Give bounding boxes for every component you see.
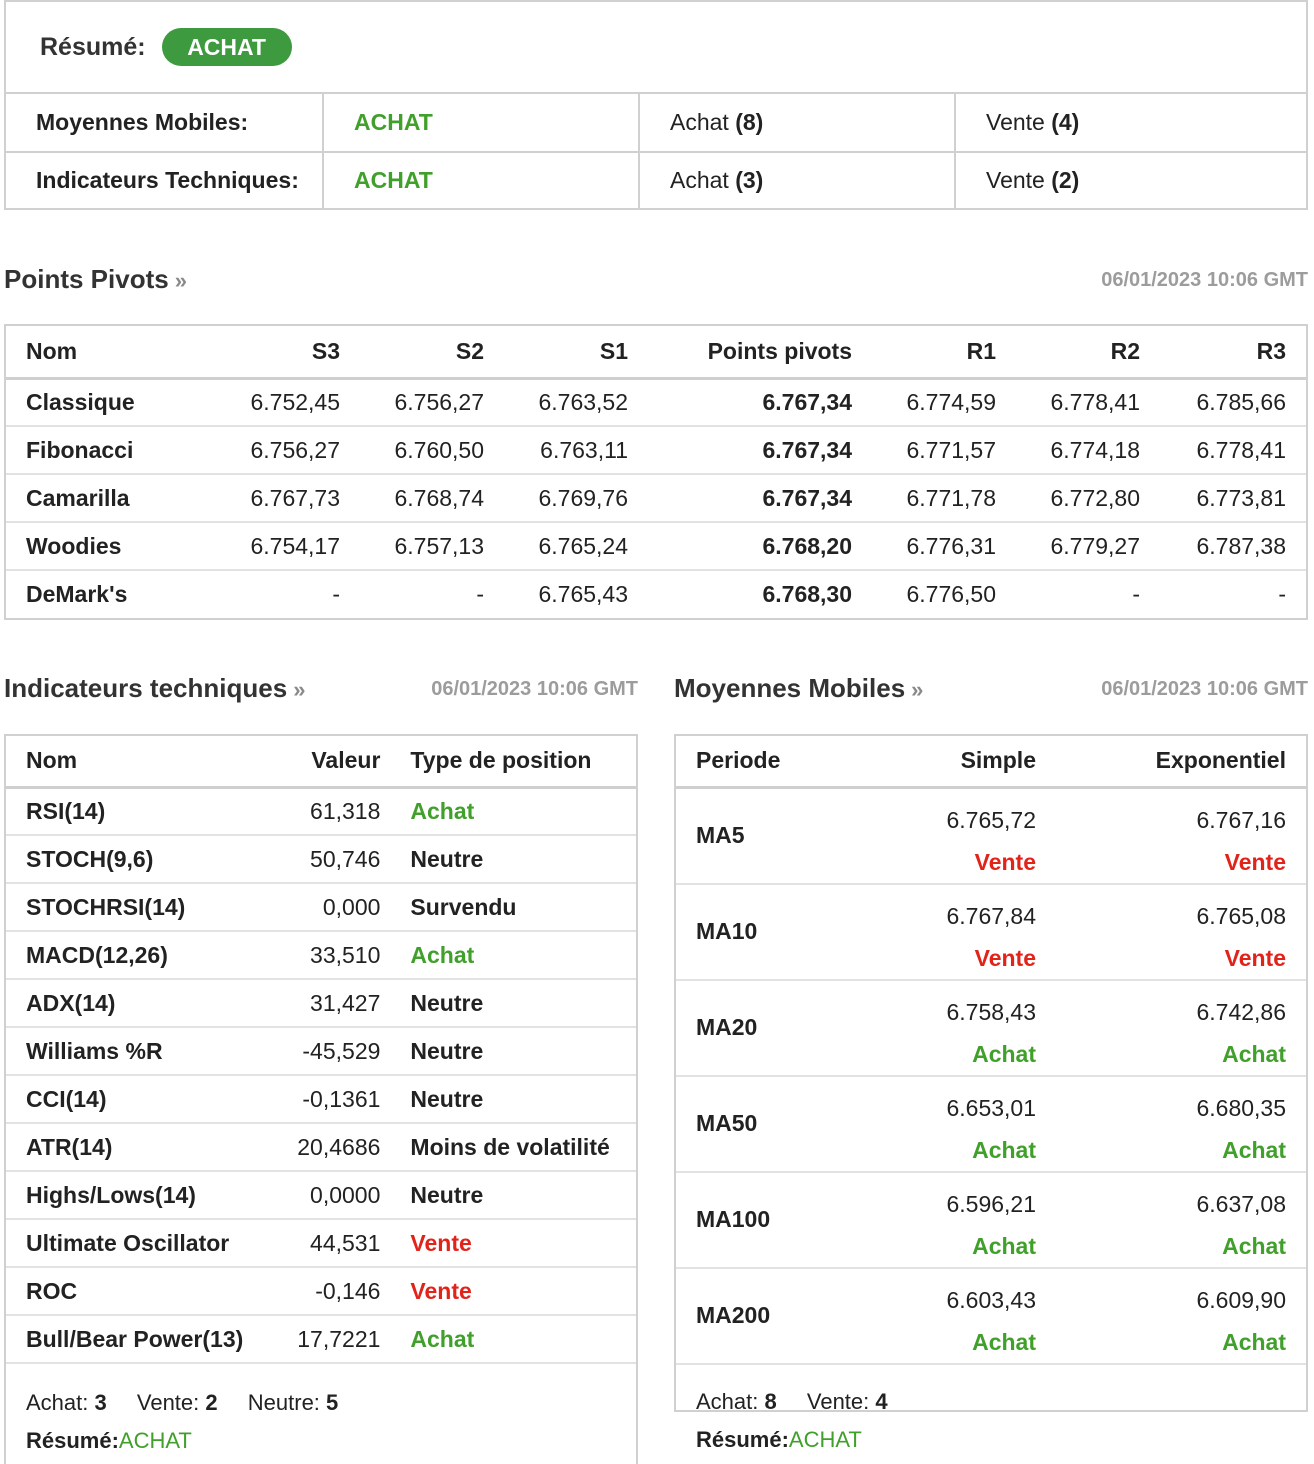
indicator-name: ADX(14): [26, 989, 116, 1016]
summary-row-technical-indicators: [6, 151, 1306, 208]
header-valeur: Valeur: [311, 747, 381, 774]
ma-title: Moyennes Mobiles: [674, 673, 906, 703]
pivot-cell: 6.768,30: [762, 581, 852, 607]
pivot-cell: 6.763,52: [538, 388, 628, 415]
ma-simple-cell: [786, 884, 1056, 980]
pivot-cell: 6.757,13: [394, 532, 484, 559]
pivot-cell: 6.772,80: [1050, 484, 1140, 511]
header-r1: R1: [966, 337, 996, 364]
ma-simple-signal: Achat: [972, 1136, 1036, 1163]
ma-expo-signal: Achat: [1222, 1328, 1286, 1355]
ma-expo-cell: [1056, 980, 1306, 1076]
pivot-row: [6, 378, 1306, 426]
ma-expo-cell: [1056, 1076, 1306, 1172]
pivot-cell: 6.765,43: [538, 581, 628, 607]
indicator-value: 31,427: [310, 989, 381, 1016]
ma-footer: [676, 1365, 1306, 1459]
pivot-cell: -: [1278, 581, 1286, 607]
buy-count: 3: [94, 1390, 107, 1415]
pivot-cell: -: [476, 581, 484, 607]
pivot-cell: 6.767,34: [762, 388, 852, 415]
ma-period: MA50: [696, 1110, 758, 1136]
pivot-cell: Woodies: [26, 532, 122, 559]
summary-header: [6, 2, 1306, 94]
ma-simple-cell: [786, 1172, 1056, 1268]
summary-row-buy: [638, 94, 954, 151]
summary-panel: [4, 0, 1308, 210]
tech-row: [6, 1123, 636, 1171]
ma-simple-value: 6.758,43: [946, 998, 1036, 1025]
header-pivot: Points pivots: [707, 337, 852, 364]
neutral-label: Neutre:: [247, 1390, 320, 1415]
ma-simple-cell: [786, 1076, 1056, 1172]
header-r2: R2: [1110, 337, 1140, 364]
moving-averages-panel: [674, 734, 1308, 1452]
tech-row: [6, 1267, 636, 1315]
ma-summary: [696, 1421, 1286, 1459]
ma-simple-cell: [786, 1268, 1056, 1364]
ma-period: MA10: [696, 918, 758, 944]
pivot-cell: 6.767,34: [762, 436, 852, 463]
pivot-table-panel: [4, 324, 1308, 620]
pivot-cell: 6.754,17: [250, 532, 340, 559]
tech-row: [6, 835, 636, 883]
header-exponentiel: Exponentiel: [1155, 747, 1286, 774]
pivot-cell: 6.771,78: [906, 484, 996, 511]
indicator-value: 17,7221: [297, 1325, 381, 1352]
pivot-cell: 6.778,41: [1196, 436, 1286, 463]
ma-expo-value: 6.767,16: [1196, 806, 1286, 833]
summary-badge: ACHAT: [162, 28, 292, 66]
indicator-value: 44,531: [310, 1229, 381, 1256]
ma-expo-value: 6.680,35: [1196, 1094, 1286, 1121]
indicator-position: Survendu: [410, 893, 517, 920]
buy-label: Achat:: [26, 1390, 89, 1415]
tech-summary: [26, 1422, 616, 1460]
indicator-position: Neutre: [410, 845, 484, 872]
tech-row: [6, 1315, 636, 1363]
ma-expo-cell: [1056, 884, 1306, 980]
ma-simple-value: 6.767,84: [946, 902, 1036, 929]
sell-label: Vente:: [806, 1388, 870, 1414]
indicator-position: Moins de volatilité: [410, 1133, 610, 1160]
ma-timestamp: 06/01/2023 10:06 GMT: [1101, 678, 1308, 700]
tech-indicators-table: [6, 736, 636, 1364]
ma-header-row: [676, 736, 1306, 787]
pivot-cell: 6.773,81: [1196, 484, 1286, 511]
pivot-cell: Camarilla: [26, 484, 130, 511]
pivot-cell: 6.767,73: [250, 484, 340, 511]
pivot-cell: 6.763,11: [540, 436, 628, 463]
indicator-name: STOCH(9,6): [26, 845, 154, 872]
buy-count: 8: [764, 1388, 777, 1414]
indicator-name: MACD(12,26): [26, 941, 168, 968]
tech-indicators-panel: [4, 734, 638, 1464]
chevron-right-icon: »: [293, 677, 306, 702]
ma-simple-signal: Achat: [972, 1328, 1036, 1355]
pivot-title-link[interactable]: [4, 264, 187, 295]
pivot-header-row: [6, 326, 1306, 378]
pivot-cell: 6.765,24: [538, 532, 628, 559]
pivot-cell: 6.787,38: [1196, 532, 1286, 559]
tech-timestamp: 06/01/2023 10:06 GMT: [431, 678, 638, 700]
ma-row: [676, 787, 1306, 884]
pivot-row: [6, 570, 1306, 618]
ma-row: [676, 1076, 1306, 1172]
pivot-cell: 6.785,66: [1196, 388, 1286, 415]
header-s3: S3: [311, 337, 340, 364]
summary-value: ACHAT: [118, 1428, 192, 1453]
pivot-cell: 6.767,34: [762, 484, 852, 511]
tech-row: [6, 787, 636, 835]
buy-label: Achat:: [696, 1388, 759, 1414]
pivot-title: Points Pivots: [4, 264, 169, 294]
ma-expo-value: 6.609,90: [1196, 1286, 1286, 1313]
indicator-name: CCI(14): [26, 1085, 107, 1112]
ma-simple-signal: Achat: [972, 1040, 1036, 1067]
summary-row-sell: [954, 94, 1306, 151]
ma-simple-signal: Vente: [974, 848, 1036, 875]
pivot-cell: 6.756,27: [250, 436, 340, 463]
ma-expo-cell: [1056, 1172, 1306, 1268]
ma-simple-value: 6.653,01: [946, 1094, 1036, 1121]
indicator-position: Achat: [410, 1325, 475, 1352]
indicator-name: Highs/Lows(14): [26, 1181, 196, 1208]
tech-row: [6, 1075, 636, 1123]
pivot-table: [6, 326, 1306, 618]
summary-row-signal: ACHAT: [322, 153, 638, 208]
pivot-cell: 6.774,59: [906, 388, 996, 415]
pivot-cell: -: [1132, 581, 1140, 607]
summary-row-signal: ACHAT: [322, 94, 638, 151]
indicator-value: 0,000: [322, 893, 381, 920]
summary-row-sell: [954, 153, 1306, 208]
ma-row: [676, 980, 1306, 1076]
pivot-row: [6, 522, 1306, 570]
ma-expo-cell: [1056, 1268, 1306, 1364]
ma-expo-value: 6.765,08: [1196, 902, 1286, 929]
tech-row: [6, 979, 636, 1027]
ma-simple-cell: [786, 787, 1056, 884]
moving-averages-table: [676, 736, 1306, 1365]
buy-label: Achat: [670, 109, 729, 135]
tech-header-row: [6, 736, 636, 787]
ma-simple-value: 6.603,43: [946, 1286, 1036, 1313]
indicator-value: -0,1361: [302, 1085, 381, 1112]
indicator-name: ROC: [26, 1277, 78, 1304]
sell-count: (2): [1051, 167, 1080, 193]
buy-label: Achat: [670, 167, 729, 193]
pivot-timestamp: 06/01/2023 10:06 GMT: [1101, 269, 1308, 291]
summary-row-buy: [638, 153, 954, 208]
pivot-row: [6, 426, 1306, 474]
indicator-position: Vente: [410, 1229, 472, 1256]
header-nom: Nom: [26, 747, 78, 774]
sell-count: (4): [1051, 109, 1080, 135]
header-type-position: Type de position: [410, 747, 592, 774]
tech-row: [6, 883, 636, 931]
pivot-cell: 6.768,20: [762, 532, 852, 559]
ma-row: [676, 1172, 1306, 1268]
summary-label: Résumé:: [40, 32, 146, 61]
ma-expo-signal: Achat: [1222, 1136, 1286, 1163]
tech-row: [6, 1219, 636, 1267]
ma-expo-signal: Achat: [1222, 1232, 1286, 1259]
pivot-cell: 6.776,31: [906, 532, 996, 559]
pivot-cell: 6.769,76: [538, 484, 628, 511]
summary-row-name: Indicateurs Techniques:: [36, 167, 299, 193]
tech-counts: [26, 1384, 616, 1422]
sell-label: Vente:: [136, 1390, 200, 1415]
pivot-cell: 6.752,45: [250, 388, 340, 415]
ma-expo-cell: [1056, 787, 1306, 884]
indicator-name: RSI(14): [26, 797, 106, 824]
chevron-right-icon: »: [174, 268, 187, 293]
sell-label: Vente: [986, 109, 1045, 135]
ma-simple-signal: Achat: [972, 1232, 1036, 1259]
header-nom: Nom: [26, 337, 78, 364]
ma-period: MA200: [696, 1302, 771, 1328]
indicator-position: Achat: [410, 797, 475, 824]
indicator-value: -45,529: [302, 1037, 381, 1064]
summary-value: ACHAT: [788, 1426, 862, 1452]
pivot-cell: Fibonacci: [26, 436, 134, 463]
pivot-cell: 6.768,74: [394, 484, 484, 511]
sell-label: Vente: [986, 167, 1045, 193]
pivot-row: [6, 474, 1306, 522]
pivot-cell: 6.778,41: [1050, 388, 1140, 415]
summary-row-name: Moyennes Mobiles:: [36, 109, 249, 135]
indicator-value: 20,4686: [297, 1133, 381, 1160]
ma-simple-signal: Vente: [974, 944, 1036, 971]
tech-title: Indicateurs techniques: [4, 673, 288, 703]
header-periode: Periode: [696, 747, 781, 774]
buy-count: (8): [735, 109, 764, 135]
pivot-cell: 6.756,27: [394, 388, 484, 415]
ma-period: MA100: [696, 1206, 771, 1232]
ma-row: [676, 884, 1306, 980]
header-s2: S2: [455, 337, 484, 364]
ma-period: MA20: [696, 1014, 758, 1040]
pivot-cell: DeMark's: [26, 581, 128, 607]
ma-simple-value: 6.596,21: [946, 1190, 1036, 1217]
summary-label: Résumé:: [26, 1428, 119, 1453]
indicator-position: Neutre: [410, 1085, 484, 1112]
ma-simple-value: 6.765,72: [946, 806, 1036, 833]
ma-simple-cell: [786, 980, 1056, 1076]
ma-expo-signal: Vente: [1224, 944, 1286, 971]
tech-footer: [6, 1364, 636, 1460]
summary-row-moving-averages: [6, 94, 1306, 151]
tech-row: [6, 931, 636, 979]
summary-label: Résumé:: [696, 1426, 789, 1452]
sell-count: 4: [875, 1388, 888, 1414]
ma-title-link[interactable]: [674, 673, 923, 704]
indicator-value: 0,0000: [310, 1181, 381, 1208]
header-s1: S1: [599, 337, 628, 364]
ma-period: MA5: [696, 822, 745, 848]
pivot-cell: 6.779,27: [1050, 532, 1140, 559]
ma-expo-signal: Vente: [1224, 848, 1286, 875]
pivot-cell: 6.771,57: [906, 436, 996, 463]
header-simple: Simple: [960, 747, 1036, 774]
indicator-name: STOCHRSI(14): [26, 893, 186, 920]
indicator-value: 61,318: [310, 797, 381, 824]
ma-expo-value: 6.637,08: [1196, 1190, 1286, 1217]
ma-row: [676, 1268, 1306, 1364]
indicator-position: Neutre: [410, 1181, 484, 1208]
pivot-cell: Classique: [26, 388, 135, 415]
pivot-cell: 6.760,50: [394, 436, 484, 463]
indicator-name: Ultimate Oscillator: [26, 1229, 230, 1256]
indicator-position: Vente: [410, 1277, 472, 1304]
indicator-value: 33,510: [310, 941, 381, 968]
chevron-right-icon: »: [911, 677, 924, 702]
neutral-count: 5: [326, 1390, 339, 1415]
sell-count: 2: [205, 1390, 218, 1415]
ma-expo-value: 6.742,86: [1196, 998, 1286, 1025]
tech-row: [6, 1171, 636, 1219]
indicator-value: -0,146: [315, 1277, 381, 1304]
ma-counts: [696, 1383, 1286, 1421]
tech-title-link[interactable]: [4, 673, 305, 704]
pivot-cell: 6.774,18: [1050, 436, 1140, 463]
buy-count: (3): [735, 167, 764, 193]
indicator-name: Williams %R: [26, 1037, 163, 1064]
ma-expo-signal: Achat: [1222, 1040, 1286, 1067]
pivot-cell: 6.776,50: [906, 581, 996, 607]
indicator-name: Bull/Bear Power(13): [26, 1325, 244, 1352]
indicator-name: ATR(14): [26, 1133, 113, 1160]
pivot-cell: -: [332, 581, 340, 607]
tech-row: [6, 1027, 636, 1075]
indicator-position: Neutre: [410, 1037, 484, 1064]
indicator-value: 50,746: [310, 845, 381, 872]
header-r3: R3: [1256, 337, 1286, 364]
indicator-position: Achat: [410, 941, 475, 968]
indicator-position: Neutre: [410, 989, 484, 1016]
